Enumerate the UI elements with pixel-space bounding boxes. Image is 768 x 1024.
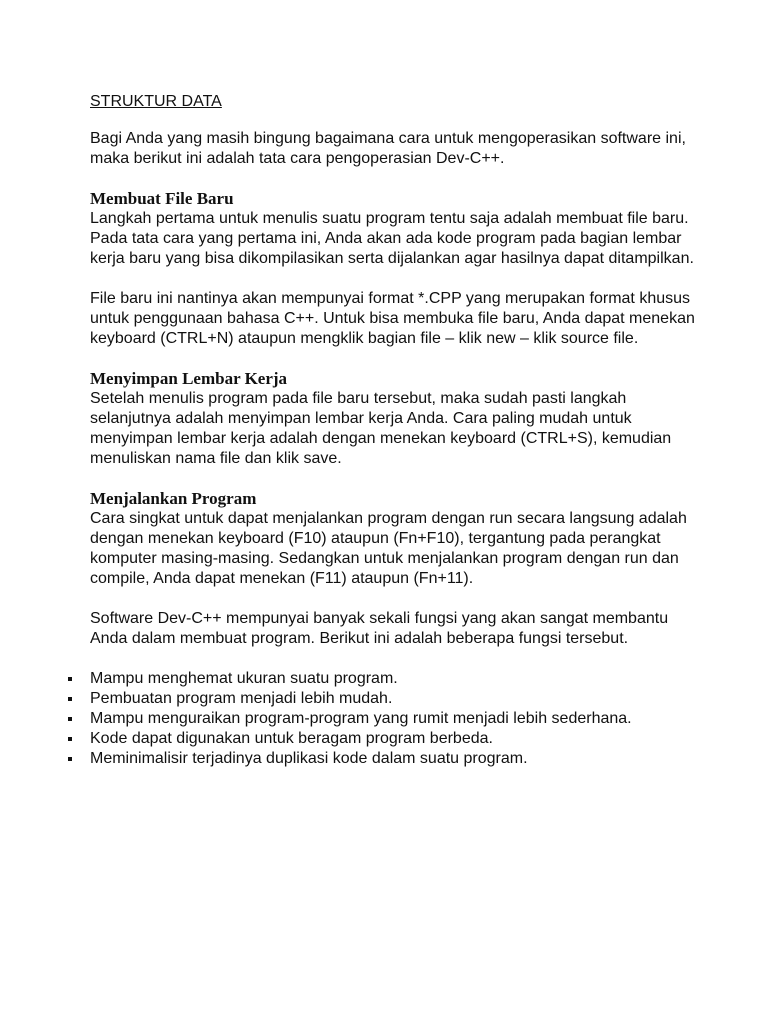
spacer — [90, 349, 700, 369]
list-item-text: Mampu menguraikan program-program yang rumit menjadi lebih sederhana. — [90, 710, 632, 727]
square-bullet-icon — [68, 677, 72, 681]
spacer — [90, 469, 700, 489]
list-item — [90, 749, 700, 769]
list-item-text: Mampu menghemat ukuran suatu program. — [90, 670, 398, 687]
square-bullet-icon — [68, 737, 72, 741]
square-bullet-icon — [68, 697, 72, 701]
section-paragraph: Cara singkat untuk dapat menjalankan program dengan run secara langsung adalah dengan menekan keyboard (F10) ataupun (Fn+F10), tergantung pada perangkat komputer masing-masing. Sedangkan untuk menjalankan program dengan run dan compile, Anda dapat menekan (F11) ataupun (Fn+11). — [90, 510, 687, 587]
list-item-text: Kode dapat digunakan untuk beragam program berbeda. — [90, 730, 493, 747]
feature-list — [90, 669, 700, 769]
section-paragraph: Langkah pertama untuk menulis suatu program tentu saja adalah membuat file baru. Pada tata cara yang pertama ini, Anda akan ada kode program pada bagian lembar kerja baru yang bisa dikompilasikan serta dijalankan agar hasilnya dapat ditampilkan. — [90, 210, 694, 267]
list-item-text: Meminimalisir terjadinya duplikasi kode dalam suatu program. — [90, 750, 528, 767]
document-page — [90, 92, 700, 769]
section-paragraph: File baru ini nantinya akan mempunyai format *.CPP yang merupakan format khusus untuk penggunaan bahasa C++. Untuk bisa membuka file baru, Anda dapat menekan keyboard (CTRL+N) ataupun mengklik bagian file – klik new – klik source file. — [90, 290, 695, 347]
section-heading-menyimpan-lembar-kerja: Menyimpan Lembar Kerja — [90, 369, 288, 388]
section-paragraph: Software Dev-C++ mempunyai banyak sekali fungsi yang akan sangat membantu Anda dalam membuat program. Berikut ini adalah beberapa fungsi tersebut. — [90, 610, 669, 647]
section-heading-menjalankan-program: Menjalankan Program — [90, 489, 257, 508]
section-paragraph: Setelah menulis program pada file baru tersebut, maka sudah pasti langkah selanjutnya adalah menyimpan lembar kerja Anda. Cara paling mudah untuk menyimpan lembar kerja adalah dengan menekan keyboard (CTRL+S), kemudian menuliskan nama file dan klik save. — [90, 390, 672, 467]
list-item — [90, 669, 700, 689]
square-bullet-icon — [68, 757, 72, 761]
list-item-text: Pembuatan program menjadi lebih mudah. — [90, 690, 393, 707]
document-title: STRUKTUR DATA — [90, 93, 222, 110]
square-bullet-icon — [68, 717, 72, 721]
list-item — [90, 709, 700, 729]
spacer — [90, 649, 700, 669]
section-heading-membuat-file-baru: Membuat File Baru — [90, 189, 234, 208]
spacer — [90, 269, 700, 289]
list-item — [90, 689, 700, 709]
spacer — [90, 169, 700, 189]
spacer — [90, 589, 700, 609]
intro-paragraph: Bagi Anda yang masih bingung bagaimana cara untuk mengoperasikan software ini, maka berikut ini adalah tata cara pengoperasian Dev-C++. — [90, 130, 686, 167]
list-item — [90, 729, 700, 749]
